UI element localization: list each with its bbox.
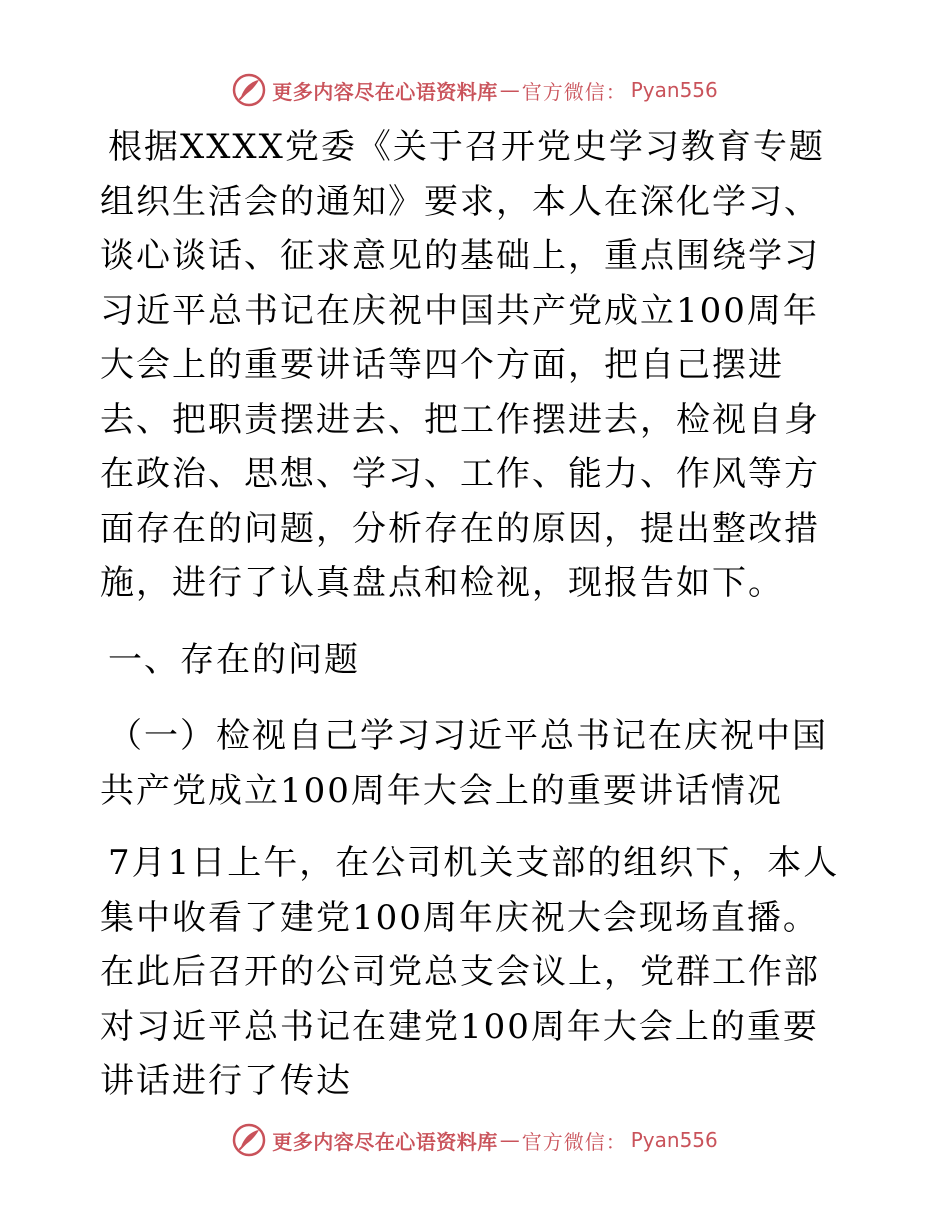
document-body: [100, 120, 852, 1109]
watermark-wechat-id: Pyan556: [630, 1128, 718, 1152]
watermark-official-label: 官方微信：: [521, 79, 627, 104]
feather-logo-icon: [232, 73, 266, 107]
feather-logo-icon: [232, 1123, 266, 1157]
intro-paragraph: 根据XXXX党委《关于召开党史学习教育专题组织生活会的通知》要求，本人在深化学习、谈心谈话、征求意见的基础上，重点围绕学习习近平总书记在庆祝中国共产党成立100周年大会上的重要讲话等四个方面，把自己摆进去、把职责摆进去、把工作摆进去，检视自身在政治、思想、学习、工作、能力、作风等方面存在的问题，分析存在的原因，提出整改措施，进行了认真盘点和检视，现报告如下。: [100, 127, 825, 603]
subsection-heading: （一）检视自己学习习近平总书记在庆祝中国共产党成立100周年大会上的重要讲话情况: [100, 716, 828, 811]
footer-watermark: [0, 1120, 950, 1160]
watermark-brand: 更多内容尽在心语资料库: [272, 1129, 498, 1154]
watermark-brand: 更多内容尽在心语资料库: [272, 79, 498, 104]
section-heading: 一、存在的问题: [108, 639, 360, 680]
watermark-dash: —: [499, 1128, 520, 1152]
header-watermark: [0, 70, 950, 110]
watermark-dash: —: [499, 78, 520, 102]
body-paragraph: 7月1日上午，在公司机关支部的组织下，本人集中收看了建党100周年庆祝大会现场直播。在此后召开的公司党总支会议上，党群工作部对习近平总书记在建党100周年大会上的重要讲话进行了传达: [100, 843, 840, 1101]
watermark-official-label: 官方微信：: [521, 1129, 627, 1154]
watermark-wechat-id: Pyan556: [630, 78, 718, 102]
